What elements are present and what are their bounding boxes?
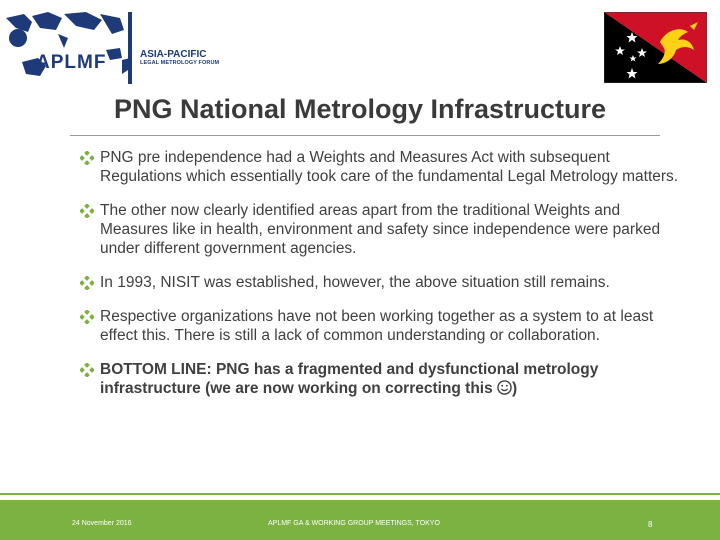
diamond-bullet-icon [80, 363, 94, 377]
png-flag-icon [604, 12, 707, 83]
aplmf-logo [2, 8, 232, 88]
slide-title: PNG National Metrology Infrastructure [113, 94, 607, 124]
bullet-item [80, 307, 680, 345]
logo-line-1: ASIA-PACIFIC [140, 49, 207, 60]
diamond-bullet-icon [80, 151, 94, 165]
bullet-text: Respective organizations have not been working together as a system to at least effect this. There is still a lack of common understanding or collaboration. [100, 308, 654, 344]
world-map-icon [2, 8, 134, 88]
bullet-list [80, 148, 680, 413]
bullet-item [80, 148, 680, 186]
diamond-bullet-icon [80, 204, 94, 218]
page-number: 8 [648, 520, 653, 529]
bullet-item [80, 201, 680, 258]
logo-subtitle [140, 50, 240, 66]
bullet-item [80, 360, 680, 398]
bullet-text: BOTTOM LINE: PNG has a fragmented and dysfunctional metrology infrastructure (we are now working on correcting this [100, 361, 599, 397]
footer-bar [0, 500, 720, 540]
logo-line-2: LEGAL METROLOGY FORUM [140, 59, 220, 66]
bullet-text: The other now clearly identified areas apart from the traditional Weights and Measures like in health, environment and safety since independence were parked under different government agencies. [100, 202, 661, 257]
footer-divider [0, 493, 720, 495]
logo-name: APLMF [36, 52, 107, 73]
bullet-text: PNG pre independence had a Weights and Measures Act with subsequent Regulations which essentially took care of the fundamental Legal Metrology matters. [100, 149, 679, 185]
bullet-suffix: ) [512, 380, 518, 397]
bullet-item [80, 273, 680, 292]
diamond-bullet-icon [80, 310, 94, 324]
footer-event: APLMF GA & WORKING GROUP MEETINGS, TOKYO [268, 520, 440, 527]
title-divider [70, 135, 660, 136]
diamond-bullet-icon [80, 276, 94, 290]
smiley-icon [497, 380, 512, 395]
bullet-text: In 1993, NISIT was established, however, the above situation still remains. [100, 274, 610, 291]
footer-date: 24 November 2016 [72, 520, 132, 527]
